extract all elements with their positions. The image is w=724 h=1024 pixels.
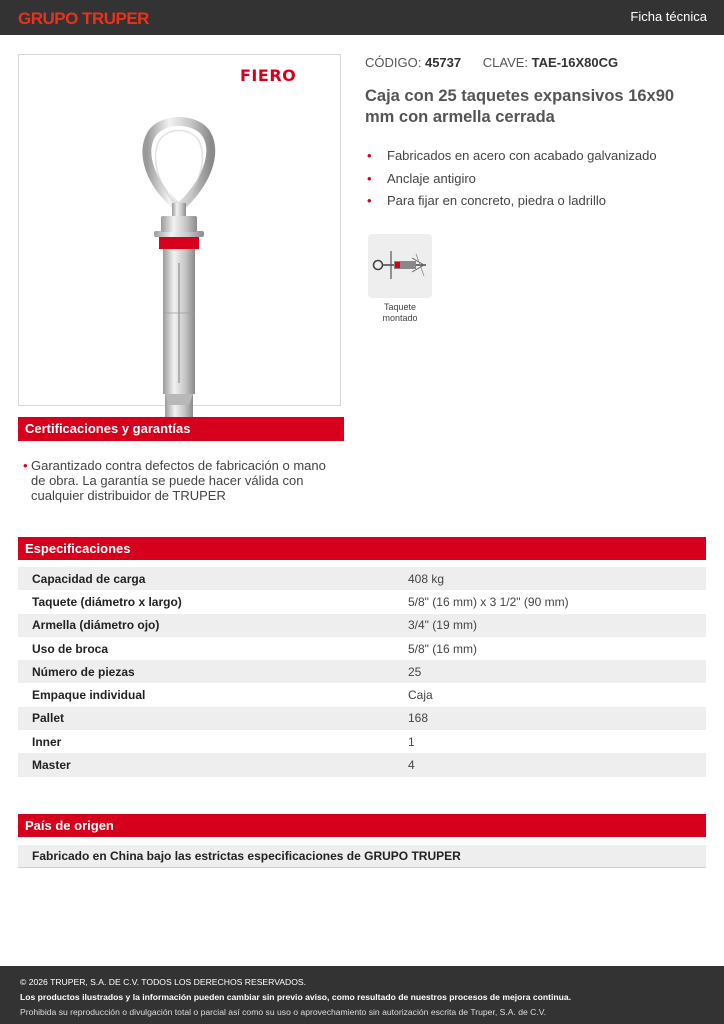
key-label: CLAVE: xyxy=(482,55,529,70)
feature-item: • Anclaje antigiro xyxy=(367,168,657,191)
code-label: CÓDIGO: xyxy=(365,55,422,70)
spec-key: Armella (diámetro ojo) xyxy=(32,618,160,633)
product-image xyxy=(139,113,219,443)
spec-value: 3/4" (19 mm) xyxy=(408,618,477,633)
spec-value: 5/8" (16 mm) x 3 1/2" (90 mm) xyxy=(408,594,569,609)
specs-table xyxy=(18,567,706,777)
feature-list xyxy=(367,145,657,213)
spec-key: Master xyxy=(32,758,71,773)
certifications-header: Certificaciones y garantías xyxy=(18,417,344,441)
table-row xyxy=(18,660,706,683)
product-code-line xyxy=(365,55,618,70)
spec-key: Número de piezas xyxy=(32,664,135,679)
table-row xyxy=(18,753,706,776)
spec-key: Capacidad de carga xyxy=(32,571,146,586)
spec-value: 1 xyxy=(408,734,415,749)
spec-value: Caja xyxy=(408,688,433,703)
table-row xyxy=(18,614,706,637)
spec-key: Empaque individual xyxy=(32,688,146,703)
origin-text: Fabricado en China bajo las estrictas especificaciones de GRUPO TRUPER xyxy=(18,845,706,868)
spec-key: Inner xyxy=(32,734,62,749)
feature-item: • Fabricados en acero con acabado galvanizado xyxy=(367,145,657,168)
spec-key: Pallet xyxy=(32,711,65,726)
spec-value: 25 xyxy=(408,664,422,679)
thumbnail-label: Taquete montado xyxy=(382,302,418,323)
top-bar xyxy=(0,0,724,35)
specs-header: Especificaciones xyxy=(18,537,706,560)
footer xyxy=(0,966,724,1024)
table-row xyxy=(18,590,706,613)
doc-type-label: Ficha técnica xyxy=(630,9,707,24)
spec-value: 408 kg xyxy=(408,571,445,586)
table-row xyxy=(18,683,706,706)
spec-key: Uso de broca xyxy=(32,641,109,656)
product-image-box xyxy=(18,54,341,406)
footer-prohibition: Prohibida su reproducción o divulgación total o parcial así como su uso o aprovechamiento sin autorización escrita de Truper, S.A. de C.V. xyxy=(20,1007,547,1017)
table-row xyxy=(18,637,706,660)
brand-logo[interactable]: GRUPO TRUPER xyxy=(18,9,149,28)
certifications-text: • Garantizado contra defectos de fabricación o mano de obra. La garantía se puede hacer válida con cualquier distribuidor de TRUPER xyxy=(23,458,343,503)
footer-notice: Los productos ilustrados y la información pueden cambiar sin previo aviso, como resultado de nuestros procesos de mejora continua. xyxy=(20,992,572,1002)
key-value: TAE-16X80CG xyxy=(531,55,619,70)
table-row xyxy=(18,707,706,730)
mounted-anchor-icon xyxy=(368,234,432,298)
spec-key: Taquete (diámetro x largo) xyxy=(32,594,182,609)
spec-value: 5/8" (16 mm) xyxy=(408,641,477,656)
spec-value: 168 xyxy=(408,711,429,726)
fiero-logo: FIERO xyxy=(240,66,297,85)
spec-value: 4 xyxy=(408,758,415,773)
feature-item: • Para fijar en concreto, piedra o ladrillo xyxy=(367,190,657,213)
code-value: 45737 xyxy=(424,55,462,70)
table-row xyxy=(18,567,706,590)
footer-copyright: © 2026 TRUPER, S.A. DE C.V. TODOS LOS DERECHOS RESERVADOS. xyxy=(20,977,307,987)
product-title: Caja con 25 taquetes expansivos 16x90 mm con armella cerrada xyxy=(365,87,675,126)
thumbnail-taquete-montado[interactable] xyxy=(368,234,432,298)
origin-header: País de origen xyxy=(18,814,706,837)
table-row xyxy=(18,730,706,753)
